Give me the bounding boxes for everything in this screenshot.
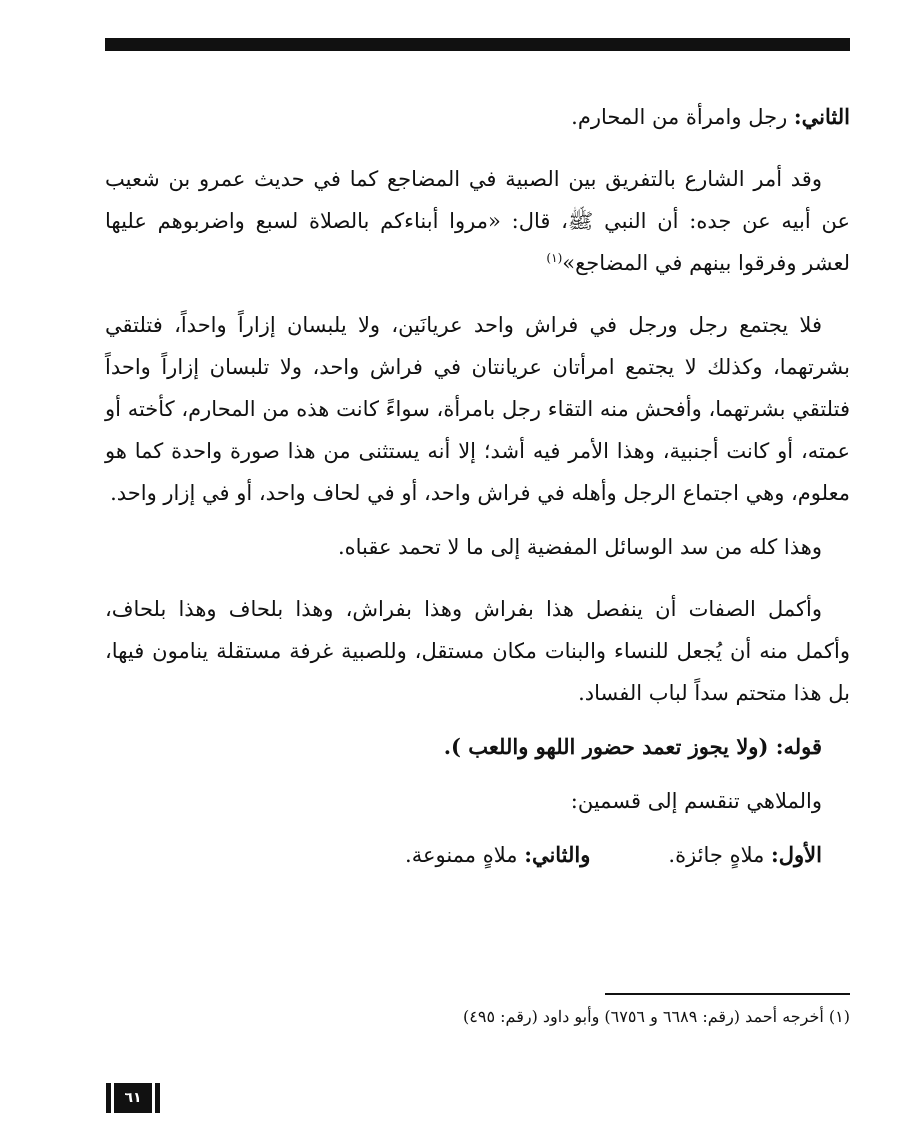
page-number-badge xyxy=(106,1083,160,1113)
type-first xyxy=(668,834,850,876)
quote-text: (ولا يجوز تعمد حضور اللهو واللعب ). xyxy=(443,734,776,759)
paragraph-hadith xyxy=(105,158,850,284)
page-number-bar-right xyxy=(155,1083,160,1113)
type-second xyxy=(405,834,618,876)
paragraph-bedding xyxy=(105,304,850,514)
type-first-label: الأول: xyxy=(771,842,822,867)
heading-text: رجل وامرأة من المحارم. xyxy=(571,105,794,129)
footnote: (١) أخرجه أحمد (رقم: ٦٦٨٩ و ٦٧٥٦) وأبو داود (رقم: ٤٩٥) xyxy=(463,1007,850,1026)
page-number: ٦١ xyxy=(114,1083,152,1113)
paragraph-best-text: وأكمل الصفات أن ينفصل هذا بفراش وهذا بفراش، وهذا بلحاف وهذا بلحاف، وأكمل منه أن يُجعل للنساء والبنات مكان مستقل، وللصبية غرفة مستقلة ينامون فيها، بل هذا متحتم سداً لباب الفساد. xyxy=(105,597,850,705)
division-text: والملاهي تنقسم إلى قسمين: xyxy=(570,789,822,813)
section-heading xyxy=(105,96,850,138)
type-second-label: والثاني: xyxy=(524,842,591,867)
types-spacer xyxy=(618,834,668,876)
type-first-text: ملاهٍ جائزة. xyxy=(668,843,772,867)
types-line xyxy=(105,834,850,876)
paragraph-means-text: وهذا كله من سد الوسائل المفضية إلى ما لا تحمد عقباه. xyxy=(337,535,822,559)
footnote-rule xyxy=(605,993,850,995)
heading-label: الثاني: xyxy=(793,104,850,129)
quote-label: قوله: xyxy=(775,734,822,759)
page-body xyxy=(105,96,850,876)
paragraph-means xyxy=(105,526,850,568)
top-rule xyxy=(105,38,850,51)
footnote-marker: (١) xyxy=(546,251,563,265)
page-number-bar-left xyxy=(106,1083,111,1113)
division-line xyxy=(105,780,850,822)
quote-line xyxy=(105,726,850,768)
paragraph-best xyxy=(105,588,850,714)
paragraph-hadith-text: وقد أمر الشارع بالتفريق بين الصبية في المضاجع كما في حديث عمرو بن شعيب عن أبيه عن جده: أن النبي ﷺ، قال: «مروا أبناءكم بالصلاة لسبع واضربوهم عليها لعشر وفرقوا بينهم في المضاجع» xyxy=(105,167,850,275)
paragraph-bedding-text: فلا يجتمع رجل ورجل في فراش واحد عريانَين، ولا يلبسان إزاراً واحداً، فتلتقي بشرتهما، وكذلك لا يجتمع امرأتان عريانتان في فراش واحد، ولا تلبسان إزاراً واحداً فتلتقي بشرتهما، وأفحش منه التقاء رجل بامرأة، سواءً كانت هذه من المحارم، كأخته أو عمته، أو كانت أجنبية، وهذا الأمر فيه أشد؛ إلا أنه يستثنى من هذا صورة واحدة كما هو معلوم، وهي اجتماع الرجل وأهله في فراش واحد، أو في لحاف واحد، أو في إزار واحد. xyxy=(105,313,850,505)
type-second-text: ملاهٍ ممنوعة. xyxy=(405,843,525,867)
